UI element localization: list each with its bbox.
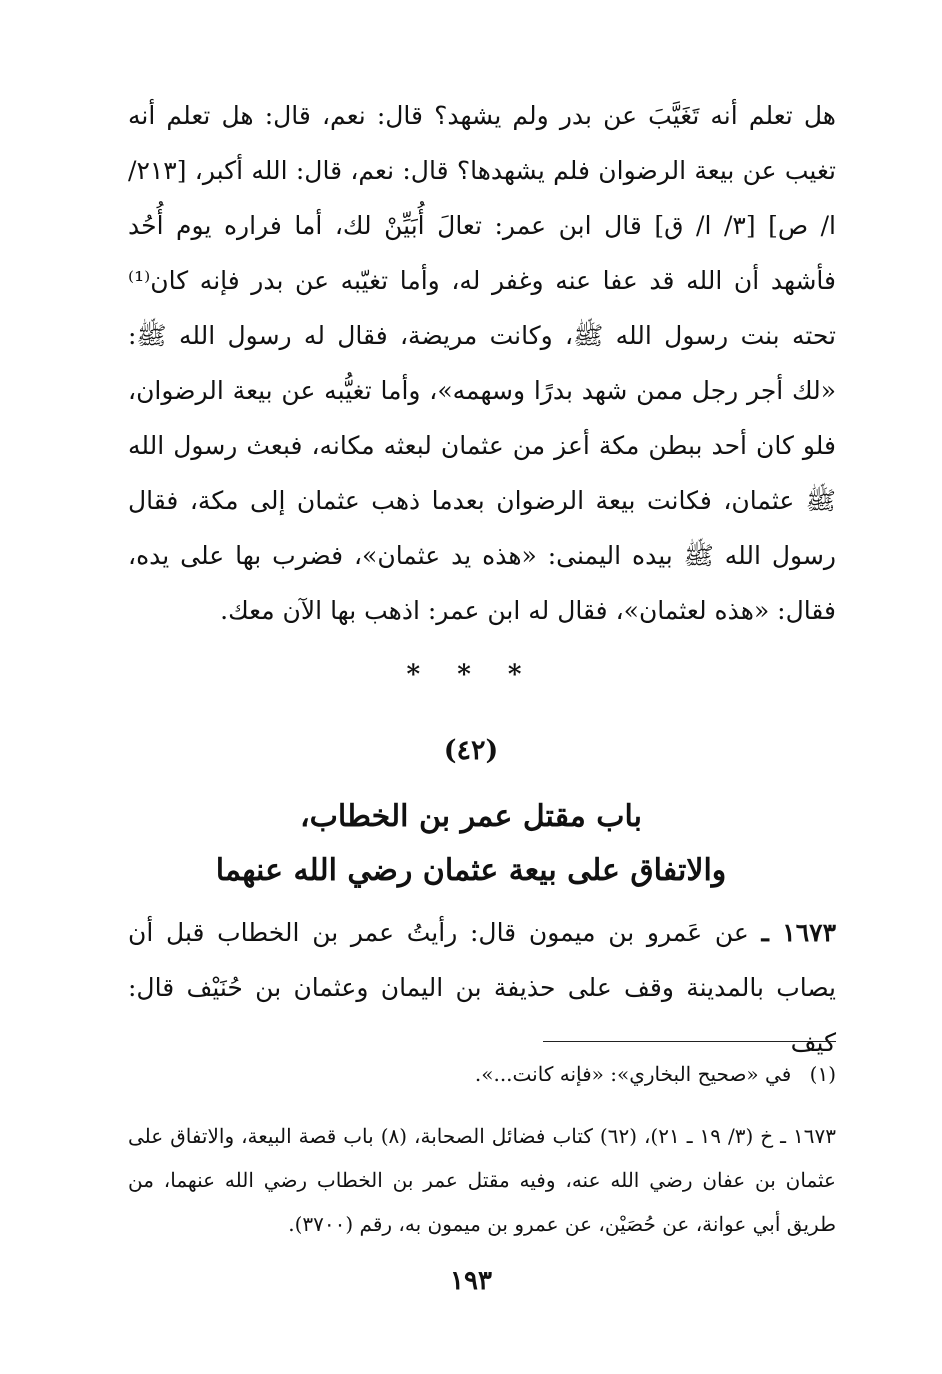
footnote-1-marker: (١) <box>809 1062 836 1086</box>
hadith-paragraph <box>128 905 836 1070</box>
footnote-1-text: في «صحيح البخاري»: «فإنه كانت...». <box>474 1062 792 1086</box>
chapter-title-line-1: باب مقتل عمر بن الخطاب، <box>299 799 643 834</box>
section-separator: * * * <box>406 660 536 690</box>
chapter-number: (٤٢) <box>443 735 499 766</box>
hadith-number: ١٦٧٣ ـ <box>761 918 837 947</box>
hadith-text: عن عَمرو بن ميمون قال: رأيتُ عمر بن الخطاب قبل أن يصاب بالمدينة وقف على حذيفة بن اليمان وعثمان بن حُنَيْف قال: كيف <box>128 918 836 1057</box>
footnote-1 <box>128 1052 836 1096</box>
page-number: ١٩٣ <box>450 1266 492 1296</box>
footnote-2: ١٦٧٣ ـ خ (٣/ ١٩ ـ ٢١)، (٦٢) كتاب فضائل الصحابة، (٨) باب قصة البيعة، والاتفاق على عثمان بن عفان رضي الله عنه، وفيه مقتل عمر بن الخطاب رضي الله عنهما، من طريق أبي عوانة، عن حُصَيْن، عن عمرو بن ميمون به، رقم (٣٧٠٠). <box>128 1124 836 1236</box>
footnote-divider <box>543 1041 836 1042</box>
intro-paragraph: هل تعلم أنه تَغَيَّبَ عن بدر ولم يشهد؟ قال: نعم، قال: هل تعلم أنه تغيب عن بيعة الرضوان فلم يشهدها؟ قال: نعم، قال: الله أكبر، [٢١٣/ ا/ ص] [٣/ ا/ ق] قال ابن عمر: تعالَ أُبَيِّنْ لك، أما فراره يوم أُحُد فأشهد أن الله قد عفا عنه وغفر له، وأما تغيّبه عن بدر فإنه كان⁽¹⁾ تحته بنت رسول الله ﷺ، وكانت مريضة، فقال له رسول الله ﷺ: «لك أجر رجل ممن شهد بدرًا وسهمه»، وأما تغيُّبه عن بيعة الرضوان، فلو كان أحد ببطن مكة أعز من عثمان لبعثه مكانه، فبعث رسول الله ﷺ عثمان، فكانت بيعة الرضوان بعدما ذهب عثمان إلى مكة، فقال رسول الله ﷺ بيده اليمنى: «هذه يد عثمان»، فضرب بها على يده، فقال: «هذه لعثمان»، فقال له ابن عمر: اذهب بها الآن معك. <box>128 101 837 625</box>
chapter-title <box>0 790 942 898</box>
chapter-title-line-2: والاتفاق على بيعة عثمان رضي الله عنهما <box>215 853 727 888</box>
